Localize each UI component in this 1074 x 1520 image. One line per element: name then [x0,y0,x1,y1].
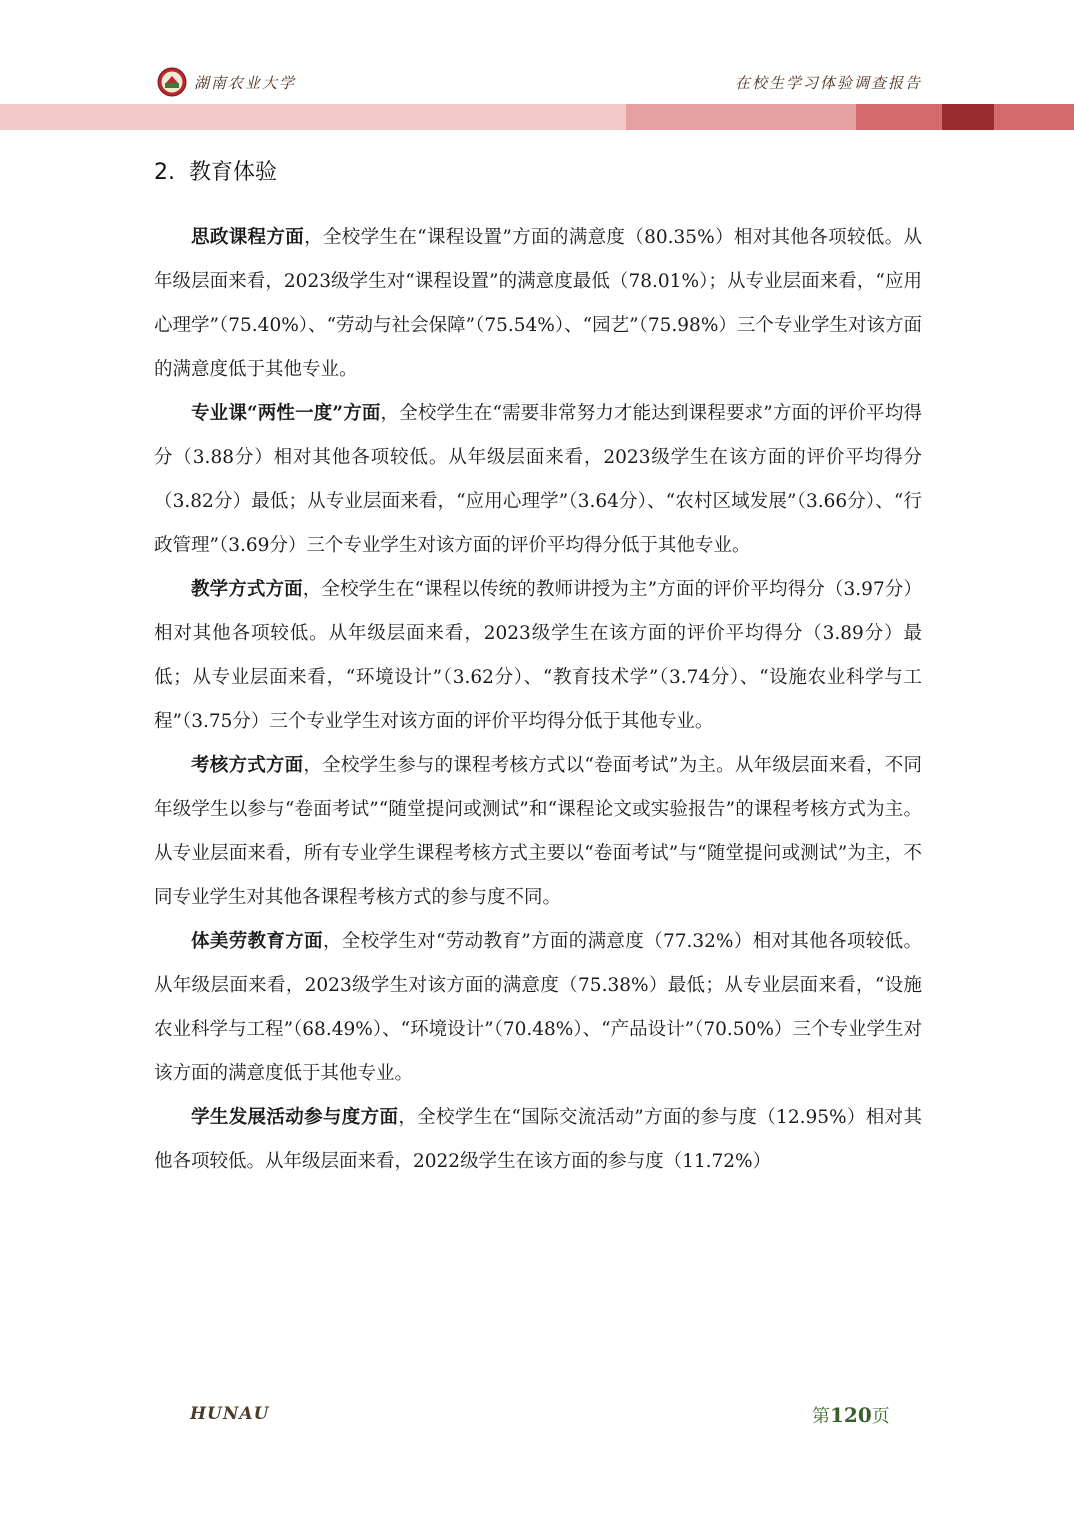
paragraph [154,568,922,744]
paragraph [154,744,922,920]
paragraph [154,920,922,1096]
university-name: 湖南农业大学 [194,74,297,92]
paragraph-lead: 学生发展活动参与度方面 [191,1107,399,1128]
footer-abbreviation: HUNAU [190,1404,270,1424]
report-title: 在校生学习体验调查报告 [734,74,922,92]
page-prefix: 第 [812,1406,830,1427]
paragraph [154,216,922,392]
paragraph-text: ，全校学生在“课程设置”方面的满意度（80.35%）相对其他各项较低。从年级层面来看，2023级学生对“课程设置”的满意度最低（78.01%）；从专业层面来看，“应用心理学”（75.40%）、“劳动与社会保障”（75.54%）、“园艺”（75.98%）三个专业学生对该方面的满意度低于其他专业。 [154,227,922,380]
paragraph-lead: 教学方式方面 [191,579,303,600]
paragraph-lead: 考核方式方面 [191,755,304,776]
paragraph [154,1096,922,1184]
section-number: 2. [154,160,175,185]
page-header [0,0,1074,104]
paragraph-lead: 思政课程方面 [191,227,305,248]
paragraph-text: ，全校学生在“国际交流活动”方面的参与度（12.95%）相对其他各项较低。从年级层面来看，2022级学生在该方面的参与度（11.72%） [154,1107,922,1172]
body-content [154,216,922,1184]
page-number [812,1402,890,1428]
university-emblem-icon [157,67,187,97]
paragraph-lead: 体美劳教育方面 [191,931,323,952]
paragraph-text: ，全校学生在“需要非常努力才能达到课程要求”方面的评价平均得分（3.88分）相对其他各项较低。从年级层面来看，2023级学生在该方面的评价平均得分（3.82分）最低；从专业层面来看，“应用心理学”（3.64分）、“农村区域发展”（3.66分）、“行政管理”（3.69分）三个专业学生对该方面的评价平均得分低于其他专业。 [154,403,922,556]
paragraph-text: ，全校学生参与的课程考核方式以“卷面考试”为主。从年级层面来看，不同年级学生以参与“卷面考试”“随堂提问或测试”和“课程论文或实验报告”的课程考核方式为主。从专业层面来看，所有专业学生课程考核方式主要以“卷面考试”与“随堂提问或测试”为主，不同专业学生对其他各课程考核方式的参与度不同。 [154,755,922,908]
paragraph-lead: 专业课“两性一度”方面 [191,403,381,424]
paragraph-text: ，全校学生在“课程以传统的教师讲授为主”方面的评价平均得分（3.97分）相对其他各项较低。从年级层面来看，2023级学生在该方面的评价平均得分（3.89分）最低；从专业层面来看，“环境设计”（3.62分）、“教育技术学”（3.74分）、“设施农业科学与工程”（3.75分）三个专业学生对该方面的评价平均得分低于其他专业。 [154,579,922,732]
section-heading [154,155,277,186]
section-title: 教育体验 [189,160,278,185]
page-suffix: 页 [871,1406,890,1427]
header-color-band [0,104,1074,130]
paragraph [154,392,922,568]
page-number-value: 120 [830,1403,872,1427]
paragraph-text: ，全校学生对“劳动教育”方面的满意度（77.32%）相对其他各项较低。从年级层面来看，2023级学生对该方面的满意度（75.38%）最低；从专业层面来看，“设施农业科学与工程”（68.49%）、“环境设计”（70.48%）、“产品设计”（70.50%）三个专业学生对该方面的满意度低于其他专业。 [154,931,922,1084]
